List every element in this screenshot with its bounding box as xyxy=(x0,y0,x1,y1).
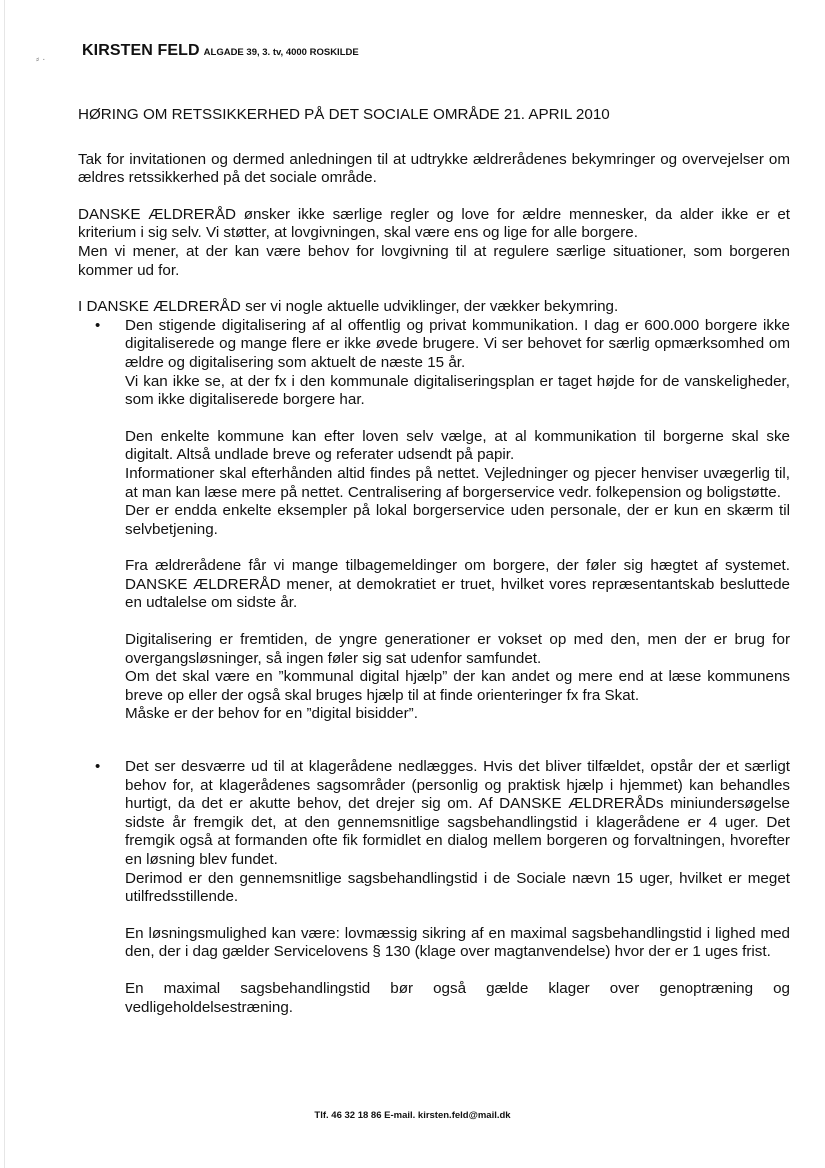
letter-heading: HØRING OM RETSSIKKERHED PÅ DET SOCIALE OMRÅDE 21. APRIL 2010 xyxy=(78,106,610,123)
bullet2-paragraph-1: Det ser desværre ud til at klagerådene nedlægges. Hvis det bliver tilfældet, opstår der et særligt behov for, at klagerådenes sagsområder (personlig og praktisk hjælp i hjemmet) kan behandles hurtigt, da det er akutte behov, det drejer sig om. Af DANSKE ÆLDRERÅDs miniundersøgelse sidste år fremgik det, at den gennemsnitlige sagsbehandlingstid i klagerådene er 4 uger. Det fremgik også at formanden ofte fik formidlet en dialog mellem borgeren og forvaltningen, hvorefter en løsning blev fundet. xyxy=(125,758,790,868)
bullet2-paragraph-4: En maximal sagsbehandlingstid bør også gælde klager over genoptræning og vedligeholdelsestræning. xyxy=(125,979,790,1016)
sender-address: ALGADE 39, 3. tv, 4000 ROSKILDE xyxy=(203,47,359,58)
intro-paragraph-2: DANSKE ÆLDRERÅD ønsker ikke særlige regler og love for ældre mennesker, da alder ikke er et kriterium i sig selv. Vi støtter, at lovgivningen, skal være ens og lige for alle borgere. xyxy=(78,205,790,242)
bullet-icon: • xyxy=(95,316,101,334)
intro-paragraph-4: I DANSKE ÆLDRERÅD ser vi nogle aktuelle udviklinger, der vækker bekymring. xyxy=(78,298,619,316)
bullet-icon: • xyxy=(95,758,101,776)
footer-contact: Tlf. 46 32 18 86 E-mail. kirsten.feld@mail.dk xyxy=(314,1110,511,1121)
page-edge-line xyxy=(4,0,5,1168)
bullet-item-klageraad xyxy=(78,758,790,1017)
bullet1-paragraph-8: Om det skal være en ”kommunal digital hjælp” der kan andet og mere end at læse kommunens breve op eller der også skal bruges hjælp til at finde orienteringer fx fra Skat. xyxy=(125,668,790,704)
bullet-item-digitalisering xyxy=(78,317,790,724)
letter-body xyxy=(78,106,790,1017)
bullet1-paragraph-1: Den stigende digitalisering af al offentlig og privat kommunikation. I dag er 600.000 borgere ikke digitaliserede og mange flere er ikke øvede brugere. Vi ser behovet for særlig opmærksomhed om ældre og digitalisering som aktuelt de næste 15 år. xyxy=(125,316,790,371)
sender-name: KIRSTEN FELD xyxy=(82,42,200,59)
bullet1-paragraph-9: Måske er der behov for en ”digital bisidder”. xyxy=(125,705,418,723)
bullet1-paragraph-4: Informationer skal efterhånden altid findes på nettet. Vejledninger og pjecer henviser uvægerlig til, at man kan læse mere på nettet. Centralisering af borgerservice vedr. folkepension og boligstøtte. xyxy=(125,464,790,501)
letterhead xyxy=(82,42,359,60)
bullet1-paragraph-3: Den enkelte kommune kan efter loven selv vælge, at al kommunikation til borgerne skal ske digitalt. Altså undlade breve og referater udsendt på papir. xyxy=(125,427,790,464)
bullet1-paragraph-6: Fra ældrerådene får vi mange tilbagemeldinger om borgere, der føler sig hægtet af systemet. DANSKE ÆLDRERÅD mener, at demokratiet er truet, hvilket vores repræsentantskab besluttede en udtalelse om sidste år. xyxy=(125,557,790,612)
bullet1-paragraph-7: Digitalisering er fremtiden, de yngre generationer er vokset op med den, men der er brug for overgangsløsninger, så ingen føler sig sat udenfor samfundet. xyxy=(125,631,790,667)
bullet2-paragraph-2: Derimod er den gennemsnitlige sagsbehandlingstid i de Sociale nævn 15 uger, hvilket er meget utilfredsstillende. xyxy=(125,869,790,906)
intro-paragraph-1: Tak for invitationen og dermed anledningen til at udtrykke ældrerådenes bekymringer og overvejelser om ældres retssikkerhed på det sociale område. xyxy=(78,150,790,187)
bullet1-paragraph-5: Der er endda enkelte eksempler på lokal borgerservice uden personale, der er kun en skærm til selvbetjening. xyxy=(125,502,790,538)
scan-mark-icon: ⸗ · xyxy=(36,54,46,65)
bullet1-paragraph-2: Vi kan ikke se, at der fx i den kommunale digitaliseringsplan er taget højde for de vanskeligheder, som ikke digitaliserede borgere har. xyxy=(125,372,790,409)
bullet2-paragraph-3: En løsningsmulighed kan være: lovmæssig sikring af en maximal sagsbehandlingstid i lighed med den, der i dag gælder Servicelovens § 130 (klage over magtanvendelse) hvor der er 1 uges frist. xyxy=(125,924,790,961)
intro-paragraph-3: Men vi mener, at der kan være behov for lovgivning til at regulere særlige situationer, som borgeren kommer ud for. xyxy=(78,242,790,279)
